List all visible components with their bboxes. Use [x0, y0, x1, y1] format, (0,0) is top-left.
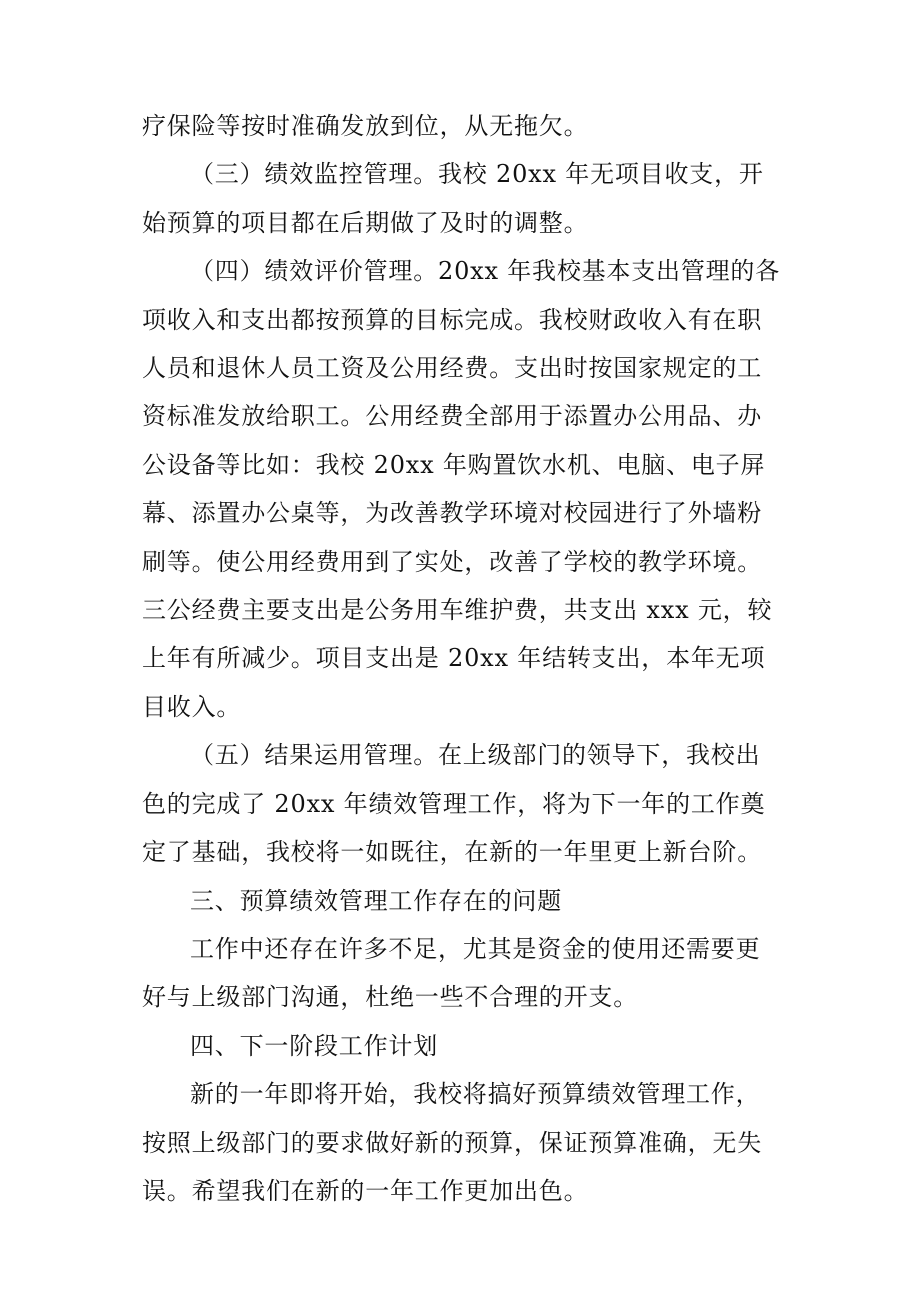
paragraph-performance-monitoring: （三）绩效监控管理。我校 20xx 年无项目收支，开始预算的项目都在后期做了及时的调整。 [142, 160, 764, 237]
paragraph-problems: 工作中还存在许多不足，尤其是资金的使用还需要更好与上级部门沟通，杜绝一些不合理的开支。 [142, 934, 761, 1012]
paragraph-performance-evaluation: （四）绩效评价管理。20xx 年我校基本支出管理的各项收入和支出都按预算的目标完成。我校财政收入有在职人员和退休人员工资及公用经费。支出时按国家规定的工资标准发放给职工。公用经费全部用于添置办公用品、办公设备等比如：我校 20xx 年购置饮水机、电脑、电子屏幕、添置办公桌等，为改善教学环境对校园进行了外墙粉刷等。使公用经费用到了实处，改善了学校的教学环境。三公经费主要支出是公务用车维护费，共支出 xxx 元，较上年有所减少。项目支出是 20xx 年结转支出，本年无项目收入。 [142, 257, 781, 721]
paragraph-next-plan: 新的一年即将开始，我校将搞好预算绩效管理工作，按照上级部门的要求做好新的预算，保证预算准确，无失误。希望我们在新的一年工作更加出色。 [142, 1080, 762, 1205]
paragraph-result-application: （五）结果运用管理。在上级部门的领导下，我校出色的完成了 20xx 年绩效管理工作，将为下一年的工作奠定了基础，我校将一如既往，在新的一年里更上新台阶。 [142, 741, 766, 867]
document-body [142, 102, 782, 1215]
paragraph-continuation: 疗保险等按时准确发放到位，从无拖欠。 [142, 112, 589, 140]
section-heading-next-plan: 四、下一阶段工作计划 [190, 1031, 438, 1060]
section-heading-problems: 三、预算绩效管理工作存在的问题 [190, 886, 562, 915]
